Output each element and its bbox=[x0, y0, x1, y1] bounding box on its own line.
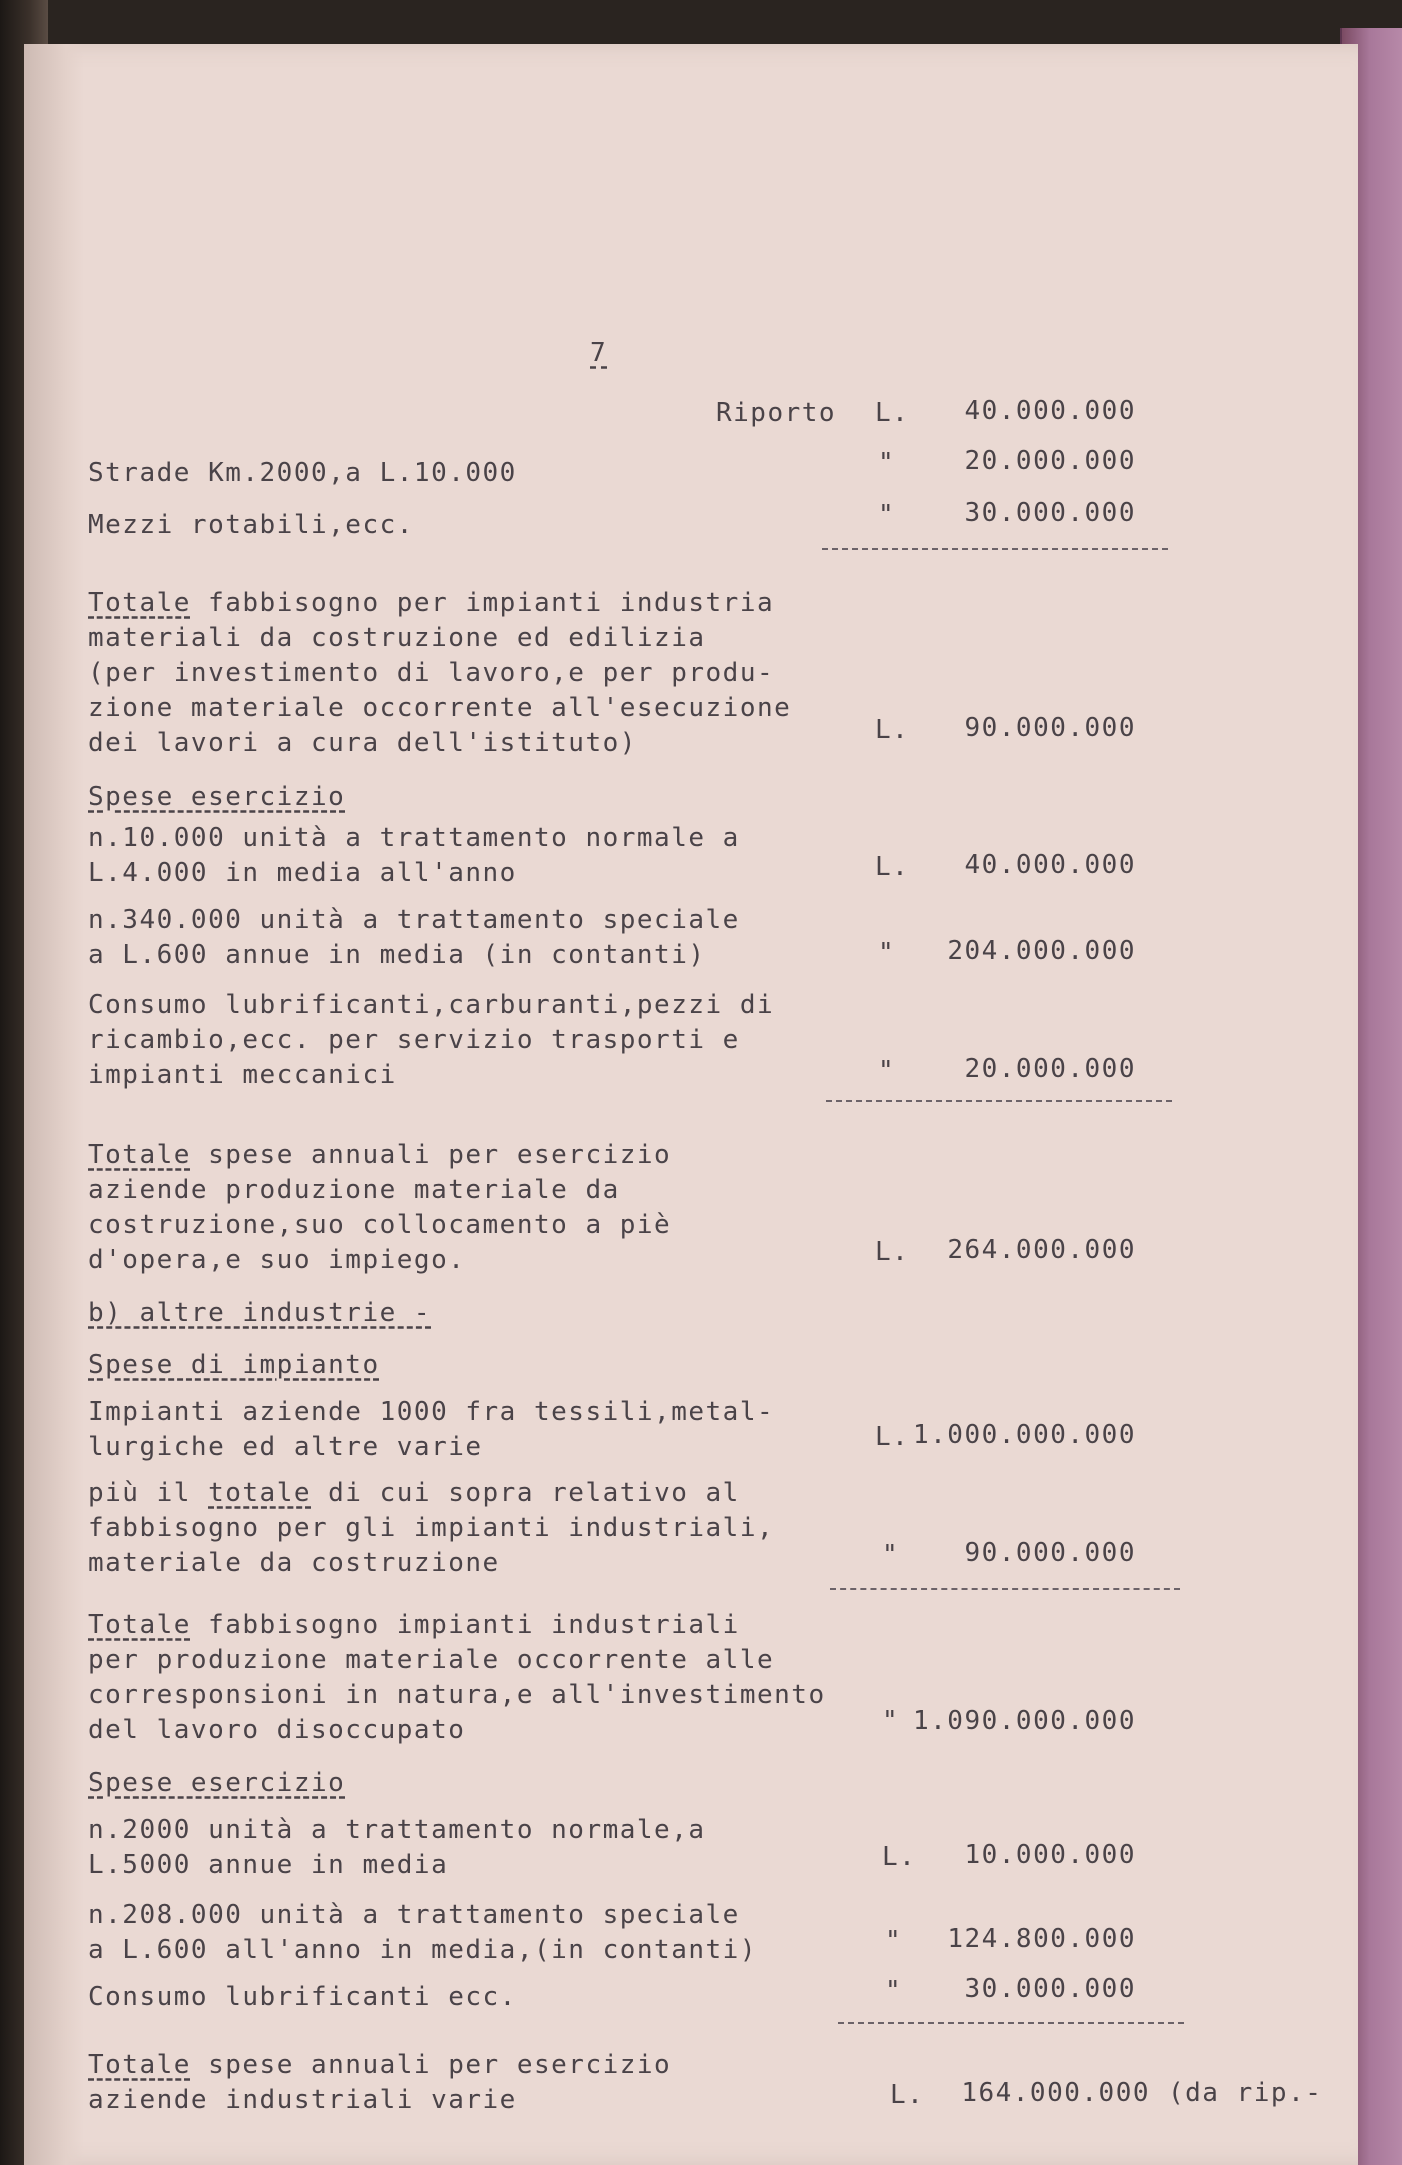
riporto-label: Riporto bbox=[716, 398, 837, 428]
strade-line: Strade Km.2000,a L.10.000 bbox=[88, 458, 517, 488]
spese-impianto-item-2-line-3: materiale da costruzione bbox=[88, 1548, 500, 1578]
spese-esercizio-2-item-3-mark: " bbox=[885, 1976, 903, 2006]
spese-impianto-item-1-mark: L. bbox=[875, 1422, 910, 1452]
altre-industrie-heading: b) altre industrie - bbox=[88, 1298, 432, 1328]
totale-spese-1-line-2: aziende produzione materiale da bbox=[88, 1175, 620, 1205]
spese-esercizio-1-item-3-amount: 20.000.000 bbox=[964, 1054, 1136, 1084]
totale-spese-2-currency: L. bbox=[890, 2080, 925, 2110]
riporto-amount: 40.000.000 bbox=[964, 396, 1136, 426]
mezzi-amount: 30.000.000 bbox=[964, 498, 1136, 528]
spese-impianto-item-2-line-2: fabbisogno per gli impianti industriali, bbox=[88, 1513, 775, 1543]
totale-fabbisogno-2-text: fabbisogno impianti industriali bbox=[190, 1610, 740, 1640]
totale-fabbisogno-1-text: fabbisogno per impianti industria bbox=[190, 588, 775, 618]
totale-spese-1-currency: L. bbox=[875, 1237, 910, 1267]
totale-fabbisogno-1-line-3: (per investimento di lavoro,e per produ- bbox=[88, 658, 775, 688]
spese-esercizio-2-item-1-line-2: L.5000 annue in media bbox=[88, 1850, 449, 1880]
totale-lead: totale bbox=[208, 1478, 311, 1508]
strade-mark: " bbox=[878, 448, 896, 478]
spese-esercizio-1-item-2-line-1: n.340.000 unità a trattamento speciale bbox=[88, 905, 740, 935]
subtotal-rule bbox=[826, 1100, 1172, 1102]
spese-esercizio-1-item-3-line-3: impianti meccanici bbox=[88, 1060, 397, 1090]
spese-esercizio-2-item-3-line-1: Consumo lubrificanti ecc. bbox=[88, 1982, 517, 2012]
totale-spese-2-amount: 164.000.000 bbox=[961, 2078, 1150, 2108]
spese-impianto-item-2-line-1 bbox=[88, 1478, 740, 1508]
mezzi-line: Mezzi rotabili,ecc. bbox=[88, 510, 414, 540]
spese-esercizio-1-item-3-line-2: ricambio,ecc. per servizio trasporti e bbox=[88, 1025, 740, 1055]
spese-esercizio-1-item-1-line-1: n.10.000 unità a trattamento normale a bbox=[88, 823, 740, 853]
spese-impianto-item-1-amount: 1.000.000.000 bbox=[913, 1420, 1136, 1450]
totale-fabbisogno-1-line-5: dei lavori a cura dell'istituto) bbox=[88, 728, 637, 758]
spese-esercizio-1-item-2-amount: 204.000.000 bbox=[947, 936, 1136, 966]
totale-fabbisogno-1-amount: 90.000.000 bbox=[964, 713, 1136, 743]
spese-impianto-item-2-amount: 90.000.000 bbox=[964, 1538, 1136, 1568]
strade-amount: 20.000.000 bbox=[964, 446, 1136, 476]
typewritten-page bbox=[24, 44, 1358, 2165]
spese-impianto-item-2-text: di cui sopra relativo al bbox=[311, 1478, 740, 1508]
piu-il: più il bbox=[88, 1478, 209, 1508]
totale-spese-2-text: spese annuali per esercizio bbox=[190, 2050, 672, 2080]
spese-esercizio-2-item-1-amount: 10.000.000 bbox=[964, 1840, 1136, 1870]
totale-spese-1-line-3: costruzione,suo collocamento a piè bbox=[88, 1210, 672, 1240]
spese-esercizio-2-item-2-amount: 124.800.000 bbox=[947, 1924, 1136, 1954]
totale-spese-1-line-1 bbox=[88, 1140, 671, 1170]
spese-esercizio-1-item-3-mark: " bbox=[878, 1056, 896, 1086]
spese-esercizio-2-item-2-mark: " bbox=[885, 1926, 903, 1956]
totale-lead: Totale bbox=[88, 1140, 191, 1170]
spese-esercizio-1-item-2-line-2: a L.600 annue in media (in contanti) bbox=[88, 940, 706, 970]
totale-spese-2-line-1 bbox=[88, 2050, 671, 2080]
totale-fabbisogno-1-line-1 bbox=[88, 588, 774, 618]
totale-fabbisogno-2-amount: 1.090.000.000 bbox=[913, 1706, 1136, 1736]
spese-esercizio-2-item-3-amount: 30.000.000 bbox=[964, 1974, 1136, 2004]
totale-fabbisogno-2-mark: " bbox=[882, 1706, 900, 1736]
spese-impianto-item-1-line-2: lurgiche ed altre varie bbox=[88, 1432, 483, 1462]
spese-esercizio-2-item-1-mark: L. bbox=[882, 1842, 917, 1872]
spese-esercizio-1-item-1-mark: L. bbox=[875, 852, 910, 882]
subtotal-rule bbox=[830, 1588, 1180, 1590]
totale-fabbisogno-2-line-3: corresponsioni in natura,e all'investimento bbox=[88, 1680, 826, 1710]
spese-esercizio-1-item-3-line-1: Consumo lubrificanti,carburanti,pezzi di bbox=[88, 990, 775, 1020]
spese-impianto-heading: Spese di impianto bbox=[88, 1350, 380, 1380]
totale-lead: Totale bbox=[88, 2050, 191, 2080]
carry-forward-note: (da rip.- bbox=[1168, 2078, 1323, 2108]
spese-esercizio-1-heading: Spese esercizio bbox=[88, 782, 346, 812]
subtotal-rule bbox=[822, 548, 1168, 550]
totale-fabbisogno-1-currency: L. bbox=[875, 715, 910, 745]
page-number: 7 bbox=[590, 338, 608, 368]
totale-spese-1-amount: 264.000.000 bbox=[947, 1235, 1136, 1265]
spese-esercizio-2-item-2-line-1: n.208.000 unità a trattamento speciale bbox=[88, 1900, 740, 1930]
spese-esercizio-1-item-1-line-2: L.4.000 in media all'anno bbox=[88, 858, 517, 888]
spese-esercizio-1-item-1-amount: 40.000.000 bbox=[964, 850, 1136, 880]
subtotal-rule bbox=[838, 2022, 1184, 2024]
totale-lead: Totale bbox=[88, 1610, 191, 1640]
spese-impianto-item-1-line-1: Impianti aziende 1000 fra tessili,metal- bbox=[88, 1397, 775, 1427]
spese-esercizio-2-item-2-line-2: a L.600 all'anno in media,(in contanti) bbox=[88, 1935, 757, 1965]
spese-impianto-item-2-mark: " bbox=[882, 1540, 900, 1570]
totale-fabbisogno-2-line-1 bbox=[88, 1610, 740, 1640]
totale-fabbisogno-2-line-2: per produzione materiale occorrente alle bbox=[88, 1645, 775, 1675]
totale-lead: Totale bbox=[88, 588, 191, 618]
spese-esercizio-1-item-2-mark: " bbox=[878, 938, 896, 968]
totale-spese-2-line-2: aziende industriali varie bbox=[88, 2085, 517, 2115]
riporto-currency: L. bbox=[875, 398, 910, 428]
totale-fabbisogno-1-line-2: materiali da costruzione ed edilizia bbox=[88, 623, 706, 653]
page-gutter bbox=[24, 44, 84, 2165]
spese-esercizio-2-item-1-line-1: n.2000 unità a trattamento normale,a bbox=[88, 1815, 706, 1845]
totale-fabbisogno-1-line-4: zione materiale occorrente all'esecuzione bbox=[88, 693, 792, 723]
totale-spese-1-line-4: d'opera,e suo impiego. bbox=[88, 1245, 466, 1275]
totale-fabbisogno-2-line-4: del lavoro disoccupato bbox=[88, 1715, 466, 1745]
spese-esercizio-2-heading: Spese esercizio bbox=[88, 1768, 346, 1798]
totale-spese-1-text: spese annuali per esercizio bbox=[190, 1140, 672, 1170]
mezzi-mark: " bbox=[878, 500, 896, 530]
